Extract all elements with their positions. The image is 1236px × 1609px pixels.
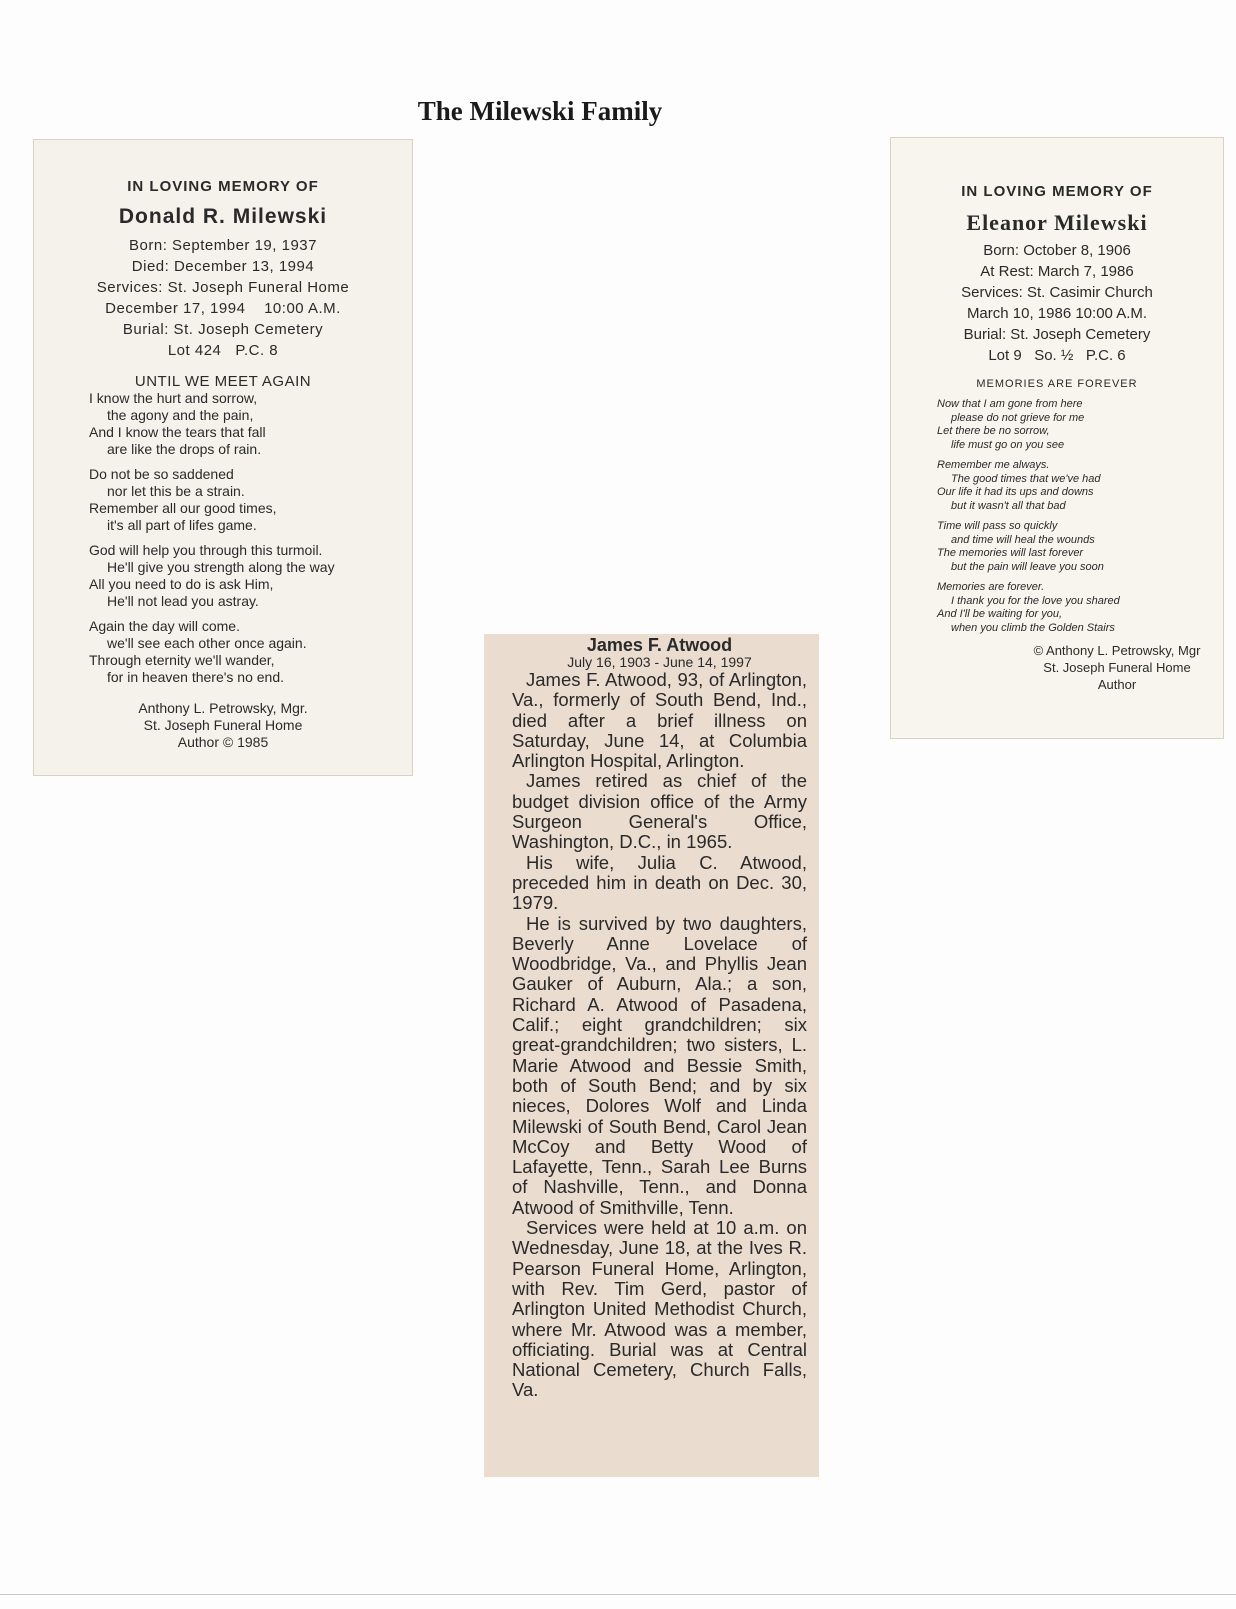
services-line: Services: St. Joseph Funeral Home bbox=[96, 279, 350, 296]
poem-stanza bbox=[937, 581, 1223, 635]
poem-stanza bbox=[89, 618, 412, 686]
poem-stanza bbox=[89, 542, 412, 610]
poem-line: but the pain will leave you soon bbox=[951, 560, 1104, 573]
author-credit bbox=[891, 642, 1223, 693]
poem-line: God will help you through this turmoil. bbox=[89, 542, 323, 558]
obituary-name: James F. Atwood bbox=[586, 635, 733, 655]
poem-line: we'll see each other once again. bbox=[107, 635, 307, 651]
poem-line: Do not be so saddened bbox=[89, 466, 234, 482]
poem-line: And I know the tears that fall bbox=[89, 424, 266, 440]
obituary-paragraph: His wife, Julia C. Atwood, preceded him in death on Dec. 30, 1979. bbox=[512, 851, 807, 914]
born-line: Born: September 19, 1937 bbox=[129, 237, 317, 254]
poem-title: MEMORIES ARE FOREVER bbox=[976, 378, 1138, 390]
poem-stanza bbox=[89, 466, 412, 534]
burial-line: Burial: St. Joseph Cemetery bbox=[122, 321, 324, 338]
poem-line: Let there be no sorrow, bbox=[937, 425, 1050, 437]
obituary-paragraph: James F. Atwood, 93, of Arlington, Va., formerly of South Bend, Ind., died after a brief illness on Saturday, June 14, at Columbia Arlington Hospital, Arlington. bbox=[512, 669, 807, 772]
obituary-paragraph: Services were held at 10 a.m. on Wednesday, June 18, at the Ives R. Pearson Funeral Home, Arlington, with Rev. Tim Gerd, pastor of Arlington United Methodist Church, where Mr. Atwood was a member, officiating. Burial was at Central National Cemetery, Church Falls, Va. bbox=[512, 1217, 807, 1401]
poem-line: The good times that we've had bbox=[951, 472, 1101, 485]
credit-line: © Anthony L. Petrowsky, Mgr bbox=[1033, 643, 1201, 658]
memorial-card-eleanor bbox=[890, 137, 1224, 739]
died-line: Died: December 13, 1994 bbox=[131, 258, 315, 275]
poem-stanza bbox=[937, 459, 1223, 513]
poem-title: UNTIL WE MEET AGAIN bbox=[134, 373, 312, 390]
credit-line: St. Joseph Funeral Home bbox=[1043, 660, 1191, 675]
obituary-paragraph: James retired as chief of the budget division office of the Army Surgeon General's Office, Washington, D.C., in 1965. bbox=[512, 770, 807, 853]
poem-stanza bbox=[937, 398, 1223, 452]
born-line: Born: October 8, 1906 bbox=[983, 242, 1131, 259]
poem-line: please do not grieve for me bbox=[951, 411, 1085, 424]
poem-line: Time will pass so quickly bbox=[937, 520, 1058, 532]
poem-stanza bbox=[937, 520, 1223, 574]
poem-line: Memories are forever. bbox=[937, 581, 1045, 593]
page-bottom-rule bbox=[0, 1594, 1236, 1595]
obituary-dates: July 16, 1903 - June 14, 1997 bbox=[567, 654, 752, 670]
credit-line: Author bbox=[1097, 677, 1137, 692]
card-heading: IN LOVING MEMORY OF bbox=[961, 183, 1153, 200]
poem-line: The memories will last forever bbox=[937, 547, 1084, 559]
poem-line: And I'll be waiting for you, bbox=[937, 608, 1063, 620]
poem-line: are like the drops of rain. bbox=[107, 441, 262, 457]
lot-line: Lot 424 P.C. 8 bbox=[167, 342, 279, 359]
poem-line: but it wasn't all that bad bbox=[951, 499, 1066, 512]
poem-line: and time will heal the wounds bbox=[951, 533, 1095, 546]
poem-line: the agony and the pain, bbox=[107, 407, 254, 423]
service-date-line: December 17, 1994 10:00 A.M. bbox=[105, 300, 341, 317]
poem-line: I know the hurt and sorrow, bbox=[89, 390, 258, 406]
burial-line: Burial: St. Joseph Cemetery bbox=[963, 326, 1151, 343]
at-rest-line: At Rest: March 7, 1986 bbox=[980, 263, 1134, 280]
credit-line: St. Joseph Funeral Home bbox=[143, 717, 303, 733]
poem-line: Our life it had its ups and downs bbox=[937, 486, 1094, 498]
obituary-paragraph: He is survived by two daughters, Beverly Anne Lovelace of Woodbridge, Va., and Phyllis Jean Gauker of Auburn, Ala.; a son, Richard A. Atwood of Pasadena, Calif.; eight grandchildren; six great-grandchildren; two sisters, L. Marie Atwood and Bessie Smith, both of South Bend; and by six nieces, Dolores Wolf and Linda Milewski of South Bend, Carol Jean McCoy and Betty Wood of Lafayette, Tenn., Sarah Lee Burns of Nashville, Tenn., and Donna Atwood of Smithville, Tenn. bbox=[512, 912, 807, 1218]
poem bbox=[34, 390, 412, 686]
poem-line: I thank you for the love you shared bbox=[951, 594, 1120, 607]
poem-line: life must go on you see bbox=[951, 438, 1065, 451]
poem-line: Remember me always. bbox=[937, 459, 1050, 471]
poem-line: Remember all our good times, bbox=[89, 500, 277, 516]
deceased-name: Eleanor Milewski bbox=[966, 210, 1148, 235]
obituary-clipping bbox=[484, 634, 819, 1477]
poem-line: All you need to do is ask Him, bbox=[89, 576, 274, 592]
deceased-name: Donald R. Milewski bbox=[118, 205, 328, 228]
service-date-line: March 10, 1986 10:00 A.M. bbox=[966, 305, 1148, 322]
poem-line: Now that I am gone from here bbox=[937, 398, 1083, 410]
memorial-card-donald bbox=[33, 139, 413, 776]
poem-line: nor let this be a strain. bbox=[107, 483, 245, 499]
poem-line: Again the day will come. bbox=[89, 618, 240, 634]
poem-line: He'll not lead you astray. bbox=[107, 593, 259, 609]
author-credit bbox=[34, 700, 412, 751]
poem bbox=[891, 398, 1223, 635]
credit-line: Author © 1985 bbox=[177, 734, 269, 750]
service-details bbox=[34, 235, 412, 361]
poem-line: when you climb the Golden Stairs bbox=[951, 621, 1115, 634]
card-heading: IN LOVING MEMORY OF bbox=[127, 178, 319, 195]
lot-line: Lot 9 So. ½ P.C. 6 bbox=[988, 347, 1126, 364]
poem-stanza bbox=[89, 390, 412, 458]
credit-line: Anthony L. Petrowsky, Mgr. bbox=[138, 700, 308, 716]
page-title: The Milewski Family bbox=[417, 96, 663, 126]
poem-line: for in heaven there's no end. bbox=[107, 669, 285, 685]
services-line: Services: St. Casimir Church bbox=[961, 284, 1153, 301]
service-details bbox=[891, 240, 1223, 366]
poem-line: Through eternity we'll wander, bbox=[89, 652, 275, 668]
poem-line: He'll give you strength along the way bbox=[107, 559, 335, 575]
poem-line: it's all part of lifes game. bbox=[107, 517, 257, 533]
